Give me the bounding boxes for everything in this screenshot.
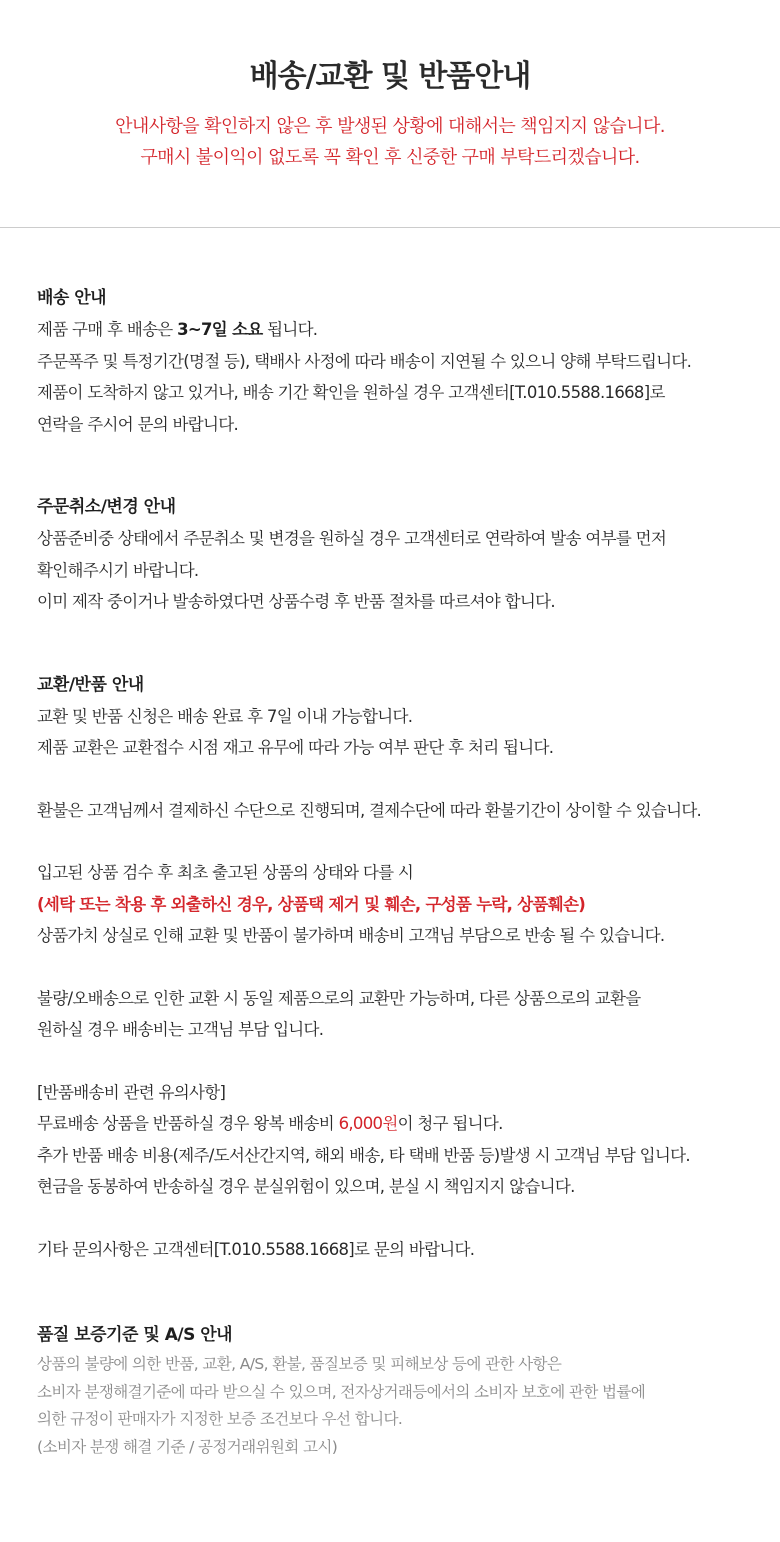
return-fee-heading: [반품배송비 관련 유의사항]	[37, 1082, 226, 1102]
defect-line-2: 원하실 경우 배송비는 고객님 부담 입니다.	[37, 1020, 324, 1039]
cancel-title: 주문취소/변경 안내	[37, 497, 176, 517]
extra-fee-line: 추가 반품 배송 비용(제주/도서산간지역, 해외 배송, 타 택배 반품 등)발생 시 고객님 부담 입니다.	[37, 1145, 690, 1165]
warning-line-1: 안내사항을 확인하지 않은 후 발생된 상황에 대해서는 책임지지 않습니다.	[115, 116, 665, 137]
delivery-line-1	[37, 314, 762, 346]
cancel-line-3: 이미 제작 중이거나 발송하였다면 상품수령 후 반품 절차를 따르셔야 합니다.	[37, 592, 555, 611]
spacer	[37, 1265, 762, 1320]
exchange-line-1: 교환 및 반품 신청은 배송 완료 후 7일 이내 가능합니다.	[37, 706, 413, 726]
spacer	[37, 764, 762, 795]
cancel-section	[37, 492, 762, 618]
spacer	[37, 618, 762, 670]
delivery-title: 배송 안내	[37, 288, 107, 308]
page-header	[0, 0, 780, 173]
cancel-line-1: 상품준비중 상태에서 주문취소 및 변경을 원하실 경우 고객센터로 연락하여 발송 여부를 먼저	[37, 529, 667, 548]
guide-content	[37, 283, 762, 1461]
contact-line: 기타 문의사항은 고객센터[T.010.5588.1668]로 문의 바랍니다.	[37, 1239, 475, 1259]
exchange-line-2: 제품 교환은 교환접수 시점 재고 유무에 따라 가능 여부 판단 후 처리 됩니다.	[37, 738, 554, 757]
inspection-line: 입고된 상품 검수 후 최초 출고된 상품의 상태와 다를 시	[37, 863, 414, 882]
value-loss-line: 상품가치 상실로 인해 교환 및 반품이 불가하며 배송비 고객님 부담으로 반송 될 수 있습니다.	[37, 926, 665, 945]
spacer	[37, 826, 762, 857]
return-fee-line	[37, 1108, 762, 1140]
quality-title: 품질 보증기준 및 A/S 안내	[37, 1325, 233, 1345]
delivery-line-2: 주문폭주 및 특정기간(명절 등), 택배사 사정에 따라 배송이 지연될 수 있으니 양해 부탁드립니다.	[37, 351, 692, 371]
quality-line-1: 상품의 불량에 의한 반품, 교환, A/S, 환불, 품질보증 및 피해보상 등에 관한 사항은	[37, 1355, 562, 1373]
delivery-line-1-prefix: 제품 구매 후 배송은	[37, 320, 178, 339]
spacer	[37, 1046, 762, 1077]
return-fee-prefix: 무료배송 상품을 반품하실 경우 왕복 배송비	[37, 1114, 339, 1133]
exclusion-conditions: (세탁 또는 착용 후 외출하신 경우, 상품택 제거 및 훼손, 구성품 누락, 상품훼손)	[37, 894, 586, 914]
spacer	[37, 440, 762, 492]
quality-line-2: 소비자 분쟁해결기준에 따라 받으실 수 있으며, 전자상거래등에서의 소비자 보호에 관한 법률에	[37, 1382, 646, 1401]
delivery-section	[37, 283, 762, 440]
defect-line-1: 불량/오배송으로 인한 교환 시 동일 제품으로의 교환만 가능하며, 다른 상품으로의 교환을	[37, 988, 641, 1008]
delivery-line-1-suffix: 됩니다.	[262, 320, 318, 339]
warning-notice	[0, 111, 780, 173]
spacer	[37, 952, 762, 983]
quality-section	[37, 1320, 762, 1461]
return-fee-suffix: 이 청구 됩니다.	[397, 1114, 503, 1133]
header-divider	[0, 227, 780, 228]
cash-warning-line: 현금을 동봉하여 반송하실 경우 분실위험이 있으며, 분실 시 책임지지 않습니다.	[37, 1177, 575, 1196]
exchange-title: 교환/반품 안내	[37, 674, 144, 695]
delivery-period: 3~7일 소요	[177, 320, 263, 339]
quality-line-3: 의한 규정이 판매자가 지정한 보증 조건보다 우선 합니다.	[37, 1410, 403, 1428]
page-title: 배송/교환 및 반품안내	[249, 59, 531, 94]
delivery-line-4: 연락을 주시어 문의 바랍니다.	[37, 414, 239, 434]
quality-line-4: (소비자 분쟁 해결 기준 / 공정거래위원회 고시)	[37, 1437, 338, 1456]
cancel-line-2: 확인해주시기 바랍니다.	[37, 560, 199, 580]
refund-line: 환불은 고객님께서 결제하신 수단으로 진행되며, 결제수단에 따라 환불기간이 상이할 수 있습니다.	[37, 800, 702, 820]
spacer	[37, 1203, 762, 1234]
warning-line-2: 구매시 불이익이 없도록 꼭 확인 후 신중한 구매 부탁드리겠습니다.	[140, 147, 640, 168]
delivery-line-3: 제품이 도착하지 않고 있거나, 배송 기간 확인을 원하실 경우 고객센터[T.010.5588.1668]로	[37, 383, 665, 402]
return-fee-amount: 6,000원	[338, 1114, 398, 1133]
exchange-section	[37, 670, 762, 1266]
